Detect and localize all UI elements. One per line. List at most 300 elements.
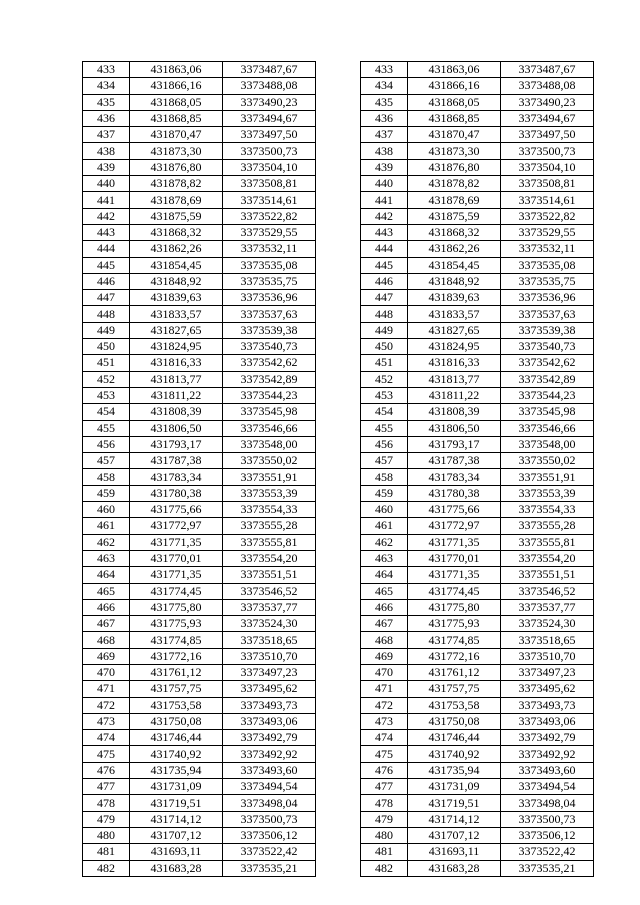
table-row (83, 110, 594, 126)
right-y-coordinate-cell: 3373546,66 (501, 420, 594, 436)
right-point-number-cell: 467 (361, 616, 408, 632)
left-y-coordinate-cell: 3373487,67 (223, 62, 316, 78)
column-spacer (316, 78, 361, 94)
left-x-coordinate-cell: 431868,05 (130, 94, 223, 110)
right-point-number-cell: 465 (361, 583, 408, 599)
right-x-coordinate-cell: 431787,38 (408, 453, 501, 469)
left-point-number-cell: 441 (83, 192, 130, 208)
right-y-coordinate-cell: 3373495,62 (501, 681, 594, 697)
left-x-coordinate-cell: 431772,97 (130, 518, 223, 534)
table-row (83, 779, 594, 795)
left-y-coordinate-cell: 3373536,96 (223, 290, 316, 306)
right-point-number-cell: 449 (361, 322, 408, 338)
column-spacer (316, 697, 361, 713)
left-x-coordinate-cell: 431775,66 (130, 502, 223, 518)
left-x-coordinate-cell: 431876,80 (130, 159, 223, 175)
left-point-number-cell: 477 (83, 779, 130, 795)
left-y-coordinate-cell: 3373540,73 (223, 339, 316, 355)
table-row (83, 404, 594, 420)
right-point-number-cell: 469 (361, 648, 408, 664)
column-spacer (316, 860, 361, 876)
right-point-number-cell: 441 (361, 192, 408, 208)
table-row (83, 485, 594, 501)
right-y-coordinate-cell: 3373535,75 (501, 273, 594, 289)
right-x-coordinate-cell: 431750,08 (408, 713, 501, 729)
right-x-coordinate-cell: 431771,35 (408, 534, 501, 550)
right-point-number-cell: 463 (361, 550, 408, 566)
right-x-coordinate-cell: 431813,77 (408, 371, 501, 387)
right-point-number-cell: 466 (361, 599, 408, 615)
right-point-number-cell: 459 (361, 485, 408, 501)
left-x-coordinate-cell: 431774,45 (130, 583, 223, 599)
right-y-coordinate-cell: 3373550,02 (501, 453, 594, 469)
right-x-coordinate-cell: 431878,69 (408, 192, 501, 208)
left-x-coordinate-cell: 431735,94 (130, 762, 223, 778)
left-y-coordinate-cell: 3373490,23 (223, 94, 316, 110)
column-spacer (316, 632, 361, 648)
right-point-number-cell: 445 (361, 257, 408, 273)
left-x-coordinate-cell: 431707,12 (130, 827, 223, 843)
left-y-coordinate-cell: 3373522,42 (223, 844, 316, 860)
right-y-coordinate-cell: 3373536,96 (501, 290, 594, 306)
table-row (83, 860, 594, 876)
left-y-coordinate-cell: 3373542,62 (223, 355, 316, 371)
left-point-number-cell: 448 (83, 306, 130, 322)
column-spacer (316, 648, 361, 664)
right-y-coordinate-cell: 3373498,04 (501, 795, 594, 811)
right-y-coordinate-cell: 3373493,60 (501, 762, 594, 778)
column-spacer (316, 355, 361, 371)
right-y-coordinate-cell: 3373545,98 (501, 404, 594, 420)
right-y-coordinate-cell: 3373493,06 (501, 713, 594, 729)
right-y-coordinate-cell: 3373555,28 (501, 518, 594, 534)
left-y-coordinate-cell: 3373504,10 (223, 159, 316, 175)
table-row (83, 664, 594, 680)
right-point-number-cell: 436 (361, 110, 408, 126)
right-x-coordinate-cell: 431774,45 (408, 583, 501, 599)
left-point-number-cell: 442 (83, 208, 130, 224)
left-point-number-cell: 473 (83, 713, 130, 729)
right-point-number-cell: 447 (361, 290, 408, 306)
left-x-coordinate-cell: 431731,09 (130, 779, 223, 795)
left-x-coordinate-cell: 431746,44 (130, 730, 223, 746)
right-y-coordinate-cell: 3373492,92 (501, 746, 594, 762)
left-y-coordinate-cell: 3373497,23 (223, 664, 316, 680)
left-point-number-cell: 469 (83, 648, 130, 664)
right-y-coordinate-cell: 3373535,08 (501, 257, 594, 273)
left-point-number-cell: 465 (83, 583, 130, 599)
right-point-number-cell: 479 (361, 811, 408, 827)
right-point-number-cell: 455 (361, 420, 408, 436)
right-y-coordinate-cell: 3373524,30 (501, 616, 594, 632)
column-spacer (316, 192, 361, 208)
table-row (83, 94, 594, 110)
table-row (83, 436, 594, 452)
left-x-coordinate-cell: 431787,38 (130, 453, 223, 469)
column-spacer (316, 795, 361, 811)
right-point-number-cell: 444 (361, 241, 408, 257)
right-x-coordinate-cell: 431862,26 (408, 241, 501, 257)
right-point-number-cell: 468 (361, 632, 408, 648)
left-point-number-cell: 464 (83, 567, 130, 583)
right-y-coordinate-cell: 3373490,23 (501, 94, 594, 110)
left-y-coordinate-cell: 3373546,66 (223, 420, 316, 436)
table-row (83, 290, 594, 306)
left-point-number-cell: 457 (83, 453, 130, 469)
left-x-coordinate-cell: 431873,30 (130, 143, 223, 159)
left-y-coordinate-cell: 3373524,30 (223, 616, 316, 632)
left-point-number-cell: 474 (83, 730, 130, 746)
right-x-coordinate-cell: 431735,94 (408, 762, 501, 778)
table-row (83, 697, 594, 713)
column-spacer (316, 273, 361, 289)
left-x-coordinate-cell: 431878,82 (130, 176, 223, 192)
left-x-coordinate-cell: 431771,35 (130, 534, 223, 550)
table-row (83, 567, 594, 583)
left-point-number-cell: 433 (83, 62, 130, 78)
left-x-coordinate-cell: 431683,28 (130, 860, 223, 876)
left-y-coordinate-cell: 3373494,54 (223, 779, 316, 795)
left-y-coordinate-cell: 3373506,12 (223, 827, 316, 843)
coordinates-table (82, 61, 594, 877)
left-x-coordinate-cell: 431770,01 (130, 550, 223, 566)
right-point-number-cell: 434 (361, 78, 408, 94)
right-point-number-cell: 433 (361, 62, 408, 78)
right-x-coordinate-cell: 431878,82 (408, 176, 501, 192)
right-point-number-cell: 456 (361, 436, 408, 452)
right-x-coordinate-cell: 431824,95 (408, 339, 501, 355)
left-x-coordinate-cell: 431816,33 (130, 355, 223, 371)
right-y-coordinate-cell: 3373504,10 (501, 159, 594, 175)
left-x-coordinate-cell: 431793,17 (130, 436, 223, 452)
column-spacer (316, 224, 361, 240)
right-y-coordinate-cell: 3373532,11 (501, 241, 594, 257)
right-y-coordinate-cell: 3373514,61 (501, 192, 594, 208)
left-point-number-cell: 479 (83, 811, 130, 827)
right-y-coordinate-cell: 3373539,38 (501, 322, 594, 338)
left-y-coordinate-cell: 3373529,55 (223, 224, 316, 240)
right-y-coordinate-cell: 3373494,54 (501, 779, 594, 795)
left-point-number-cell: 455 (83, 420, 130, 436)
right-y-coordinate-cell: 3373540,73 (501, 339, 594, 355)
table-row (83, 453, 594, 469)
left-x-coordinate-cell: 431813,77 (130, 371, 223, 387)
table-row (83, 599, 594, 615)
column-spacer (316, 730, 361, 746)
left-point-number-cell: 460 (83, 502, 130, 518)
left-x-coordinate-cell: 431868,32 (130, 224, 223, 240)
right-y-coordinate-cell: 3373553,39 (501, 485, 594, 501)
left-x-coordinate-cell: 431780,38 (130, 485, 223, 501)
right-x-coordinate-cell: 431774,85 (408, 632, 501, 648)
right-x-coordinate-cell: 431761,12 (408, 664, 501, 680)
right-x-coordinate-cell: 431868,85 (408, 110, 501, 126)
left-point-number-cell: 451 (83, 355, 130, 371)
column-spacer (316, 241, 361, 257)
right-y-coordinate-cell: 3373544,23 (501, 387, 594, 403)
right-y-coordinate-cell: 3373537,63 (501, 306, 594, 322)
right-y-coordinate-cell: 3373551,91 (501, 469, 594, 485)
left-y-coordinate-cell: 3373548,00 (223, 436, 316, 452)
left-y-coordinate-cell: 3373493,60 (223, 762, 316, 778)
right-point-number-cell: 461 (361, 518, 408, 534)
right-x-coordinate-cell: 431854,45 (408, 257, 501, 273)
right-point-number-cell: 454 (361, 404, 408, 420)
left-point-number-cell: 439 (83, 159, 130, 175)
left-y-coordinate-cell: 3373510,70 (223, 648, 316, 664)
left-y-coordinate-cell: 3373537,77 (223, 599, 316, 615)
left-x-coordinate-cell: 431693,11 (130, 844, 223, 860)
left-point-number-cell: 450 (83, 339, 130, 355)
left-x-coordinate-cell: 431771,35 (130, 567, 223, 583)
left-x-coordinate-cell: 431757,75 (130, 681, 223, 697)
right-point-number-cell: 435 (361, 94, 408, 110)
right-point-number-cell: 450 (361, 339, 408, 355)
left-point-number-cell: 481 (83, 844, 130, 860)
table-row (83, 371, 594, 387)
table-row (83, 827, 594, 843)
table-row (83, 713, 594, 729)
right-x-coordinate-cell: 431816,33 (408, 355, 501, 371)
right-x-coordinate-cell: 431783,34 (408, 469, 501, 485)
column-spacer (316, 176, 361, 192)
left-y-coordinate-cell: 3373539,38 (223, 322, 316, 338)
left-y-coordinate-cell: 3373488,08 (223, 78, 316, 94)
column-spacer (316, 339, 361, 355)
left-y-coordinate-cell: 3373535,21 (223, 860, 316, 876)
right-x-coordinate-cell: 431714,12 (408, 811, 501, 827)
left-point-number-cell: 480 (83, 827, 130, 843)
right-y-coordinate-cell: 3373518,65 (501, 632, 594, 648)
right-y-coordinate-cell: 3373529,55 (501, 224, 594, 240)
table-row (83, 762, 594, 778)
left-point-number-cell: 447 (83, 290, 130, 306)
column-spacer (316, 257, 361, 273)
right-point-number-cell: 460 (361, 502, 408, 518)
left-x-coordinate-cell: 431761,12 (130, 664, 223, 680)
column-spacer (316, 306, 361, 322)
right-point-number-cell: 473 (361, 713, 408, 729)
column-spacer (316, 811, 361, 827)
left-x-coordinate-cell: 431833,57 (130, 306, 223, 322)
right-y-coordinate-cell: 3373497,23 (501, 664, 594, 680)
left-y-coordinate-cell: 3373555,28 (223, 518, 316, 534)
left-point-number-cell: 468 (83, 632, 130, 648)
right-point-number-cell: 475 (361, 746, 408, 762)
right-point-number-cell: 457 (361, 453, 408, 469)
table-row (83, 127, 594, 143)
right-x-coordinate-cell: 431753,58 (408, 697, 501, 713)
left-x-coordinate-cell: 431775,93 (130, 616, 223, 632)
right-x-coordinate-cell: 431740,92 (408, 746, 501, 762)
right-y-coordinate-cell: 3373488,08 (501, 78, 594, 94)
left-y-coordinate-cell: 3373492,79 (223, 730, 316, 746)
right-x-coordinate-cell: 431770,01 (408, 550, 501, 566)
left-y-coordinate-cell: 3373542,89 (223, 371, 316, 387)
left-x-coordinate-cell: 431848,92 (130, 273, 223, 289)
right-y-coordinate-cell: 3373542,89 (501, 371, 594, 387)
right-point-number-cell: 439 (361, 159, 408, 175)
right-y-coordinate-cell: 3373537,77 (501, 599, 594, 615)
left-point-number-cell: 461 (83, 518, 130, 534)
right-y-coordinate-cell: 3373535,21 (501, 860, 594, 876)
left-point-number-cell: 438 (83, 143, 130, 159)
right-point-number-cell: 462 (361, 534, 408, 550)
column-spacer (316, 469, 361, 485)
table-row (83, 339, 594, 355)
left-point-number-cell: 470 (83, 664, 130, 680)
table-row (83, 469, 594, 485)
right-x-coordinate-cell: 431772,97 (408, 518, 501, 534)
right-x-coordinate-cell: 431731,09 (408, 779, 501, 795)
column-spacer (316, 583, 361, 599)
left-x-coordinate-cell: 431772,16 (130, 648, 223, 664)
right-x-coordinate-cell: 431833,57 (408, 306, 501, 322)
column-spacer (316, 143, 361, 159)
left-x-coordinate-cell: 431875,59 (130, 208, 223, 224)
left-x-coordinate-cell: 431719,51 (130, 795, 223, 811)
right-point-number-cell: 480 (361, 827, 408, 843)
column-spacer (316, 681, 361, 697)
left-y-coordinate-cell: 3373545,98 (223, 404, 316, 420)
right-y-coordinate-cell: 3373492,79 (501, 730, 594, 746)
left-point-number-cell: 467 (83, 616, 130, 632)
right-y-coordinate-cell: 3373500,73 (501, 143, 594, 159)
column-spacer (316, 110, 361, 126)
table-row (83, 306, 594, 322)
column-spacer (316, 127, 361, 143)
right-point-number-cell: 452 (361, 371, 408, 387)
left-point-number-cell: 446 (83, 273, 130, 289)
column-spacer (316, 371, 361, 387)
right-point-number-cell: 451 (361, 355, 408, 371)
right-point-number-cell: 482 (361, 860, 408, 876)
column-spacer (316, 567, 361, 583)
left-point-number-cell: 445 (83, 257, 130, 273)
table-row (83, 795, 594, 811)
left-y-coordinate-cell: 3373500,73 (223, 143, 316, 159)
table-row (83, 844, 594, 860)
left-x-coordinate-cell: 431783,34 (130, 469, 223, 485)
left-x-coordinate-cell: 431863,06 (130, 62, 223, 78)
column-spacer (316, 94, 361, 110)
right-x-coordinate-cell: 431775,80 (408, 599, 501, 615)
right-x-coordinate-cell: 431775,66 (408, 502, 501, 518)
right-x-coordinate-cell: 431848,92 (408, 273, 501, 289)
table-row (83, 224, 594, 240)
left-x-coordinate-cell: 431740,92 (130, 746, 223, 762)
left-x-coordinate-cell: 431870,47 (130, 127, 223, 143)
table-row (83, 616, 594, 632)
left-x-coordinate-cell: 431827,65 (130, 322, 223, 338)
right-y-coordinate-cell: 3373554,33 (501, 502, 594, 518)
column-spacer (316, 159, 361, 175)
column-spacer (316, 436, 361, 452)
table-row (83, 502, 594, 518)
table-row (83, 62, 594, 78)
right-point-number-cell: 476 (361, 762, 408, 778)
column-spacer (316, 599, 361, 615)
column-spacer (316, 290, 361, 306)
left-point-number-cell: 437 (83, 127, 130, 143)
table-row (83, 241, 594, 257)
left-point-number-cell: 475 (83, 746, 130, 762)
table-row (83, 208, 594, 224)
left-point-number-cell: 454 (83, 404, 130, 420)
column-spacer (316, 746, 361, 762)
table-row (83, 143, 594, 159)
left-y-coordinate-cell: 3373492,92 (223, 746, 316, 762)
table-row (83, 257, 594, 273)
left-x-coordinate-cell: 431811,22 (130, 387, 223, 403)
left-y-coordinate-cell: 3373537,63 (223, 306, 316, 322)
table-row (83, 518, 594, 534)
table-row (83, 159, 594, 175)
right-x-coordinate-cell: 431873,30 (408, 143, 501, 159)
right-point-number-cell: 438 (361, 143, 408, 159)
left-point-number-cell: 471 (83, 681, 130, 697)
column-spacer (316, 713, 361, 729)
column-spacer (316, 453, 361, 469)
right-x-coordinate-cell: 431771,35 (408, 567, 501, 583)
right-x-coordinate-cell: 431683,28 (408, 860, 501, 876)
right-x-coordinate-cell: 431772,16 (408, 648, 501, 664)
column-spacer (316, 502, 361, 518)
left-x-coordinate-cell: 431839,63 (130, 290, 223, 306)
right-y-coordinate-cell: 3373522,42 (501, 844, 594, 860)
left-point-number-cell: 476 (83, 762, 130, 778)
left-y-coordinate-cell: 3373497,50 (223, 127, 316, 143)
right-x-coordinate-cell: 431775,93 (408, 616, 501, 632)
right-point-number-cell: 474 (361, 730, 408, 746)
right-x-coordinate-cell: 431827,65 (408, 322, 501, 338)
right-point-number-cell: 478 (361, 795, 408, 811)
table-row (83, 681, 594, 697)
table-row (83, 176, 594, 192)
coordinates-table-body (83, 62, 594, 877)
left-y-coordinate-cell: 3373535,75 (223, 273, 316, 289)
left-y-coordinate-cell: 3373493,73 (223, 697, 316, 713)
right-point-number-cell: 440 (361, 176, 408, 192)
left-x-coordinate-cell: 431808,39 (130, 404, 223, 420)
left-y-coordinate-cell: 3373554,33 (223, 502, 316, 518)
left-x-coordinate-cell: 431775,80 (130, 599, 223, 615)
right-x-coordinate-cell: 431746,44 (408, 730, 501, 746)
left-point-number-cell: 472 (83, 697, 130, 713)
right-x-coordinate-cell: 431707,12 (408, 827, 501, 843)
left-x-coordinate-cell: 431854,45 (130, 257, 223, 273)
right-y-coordinate-cell: 3373555,81 (501, 534, 594, 550)
right-y-coordinate-cell: 3373506,12 (501, 827, 594, 843)
table-row (83, 273, 594, 289)
left-y-coordinate-cell: 3373554,20 (223, 550, 316, 566)
left-point-number-cell: 434 (83, 78, 130, 94)
right-y-coordinate-cell: 3373554,20 (501, 550, 594, 566)
left-y-coordinate-cell: 3373551,91 (223, 469, 316, 485)
left-x-coordinate-cell: 431866,16 (130, 78, 223, 94)
right-point-number-cell: 458 (361, 469, 408, 485)
right-point-number-cell: 443 (361, 224, 408, 240)
left-x-coordinate-cell: 431753,58 (130, 697, 223, 713)
left-x-coordinate-cell: 431824,95 (130, 339, 223, 355)
right-x-coordinate-cell: 431693,11 (408, 844, 501, 860)
left-point-number-cell: 478 (83, 795, 130, 811)
left-point-number-cell: 463 (83, 550, 130, 566)
left-y-coordinate-cell: 3373514,61 (223, 192, 316, 208)
right-y-coordinate-cell: 3373487,67 (501, 62, 594, 78)
right-point-number-cell: 446 (361, 273, 408, 289)
left-y-coordinate-cell: 3373553,39 (223, 485, 316, 501)
